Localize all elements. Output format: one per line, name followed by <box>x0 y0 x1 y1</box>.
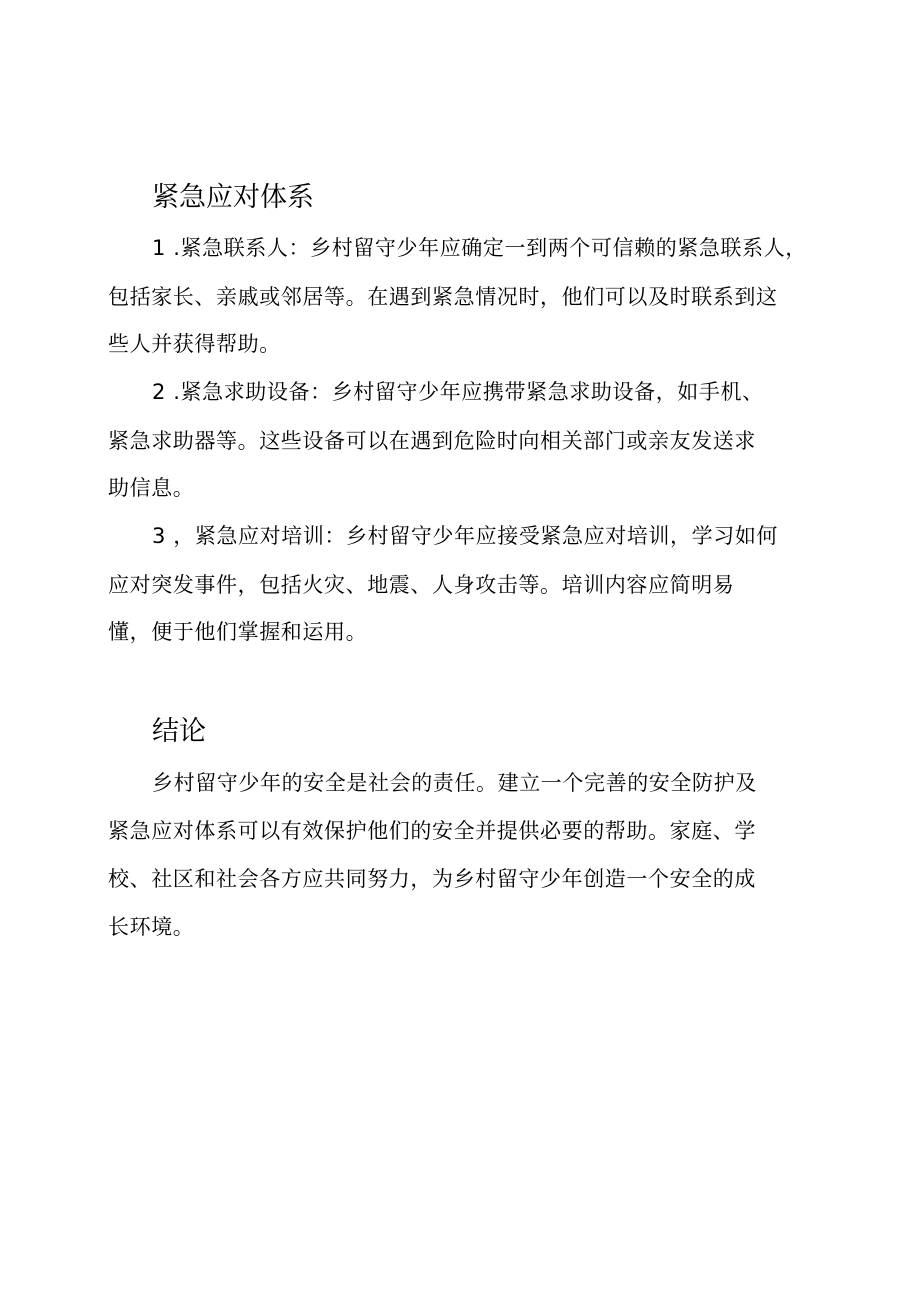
paragraph-line: 1 .紧急联系人：乡村留守少年应确定一到两个可信赖的紧急联系人， <box>152 236 807 260</box>
paragraph-line: 应对突发事件，包括火灾、地震、人身攻击等。培训内容应简明易 <box>108 573 735 597</box>
paragraph-line: 助信息。 <box>108 476 195 500</box>
paragraph-line: 3 ，紧急应对培训：乡村留守少年应接受紧急应对培训，学习如何 <box>152 524 779 548</box>
paragraph-line: 紧急求助器等。这些设备可以在遇到危险时向相关部门或亲友发送求 <box>108 429 756 453</box>
section-heading-emergency-system: 紧急应对体系 <box>152 182 314 213</box>
paragraph-line: 校、社区和社会各方应共同努力，为乡村留守少年创造一个安全的成 <box>108 867 756 891</box>
paragraph-line: 乡村留守少年的安全是社会的责任。建立一个完善的安全防护及 <box>152 771 757 795</box>
paragraph-line: 包括家长、亲戚或邻居等。在遇到紧急情况时，他们可以及时联系到这 <box>108 285 778 309</box>
paragraph-line: 紧急应对体系可以有效保护他们的安全并提供必要的帮助。家庭、学 <box>108 819 756 843</box>
paragraph-line: 2 .紧急求助设备：乡村留守少年应携带紧急求助设备，如手机、 <box>152 380 764 404</box>
section-heading-conclusion: 结论 <box>152 716 206 747</box>
paragraph-line: 些人并获得帮助。 <box>108 332 281 356</box>
paragraph-line: 长环境。 <box>108 915 195 939</box>
paragraph-line: 懂，便于他们掌握和运用。 <box>108 620 368 644</box>
